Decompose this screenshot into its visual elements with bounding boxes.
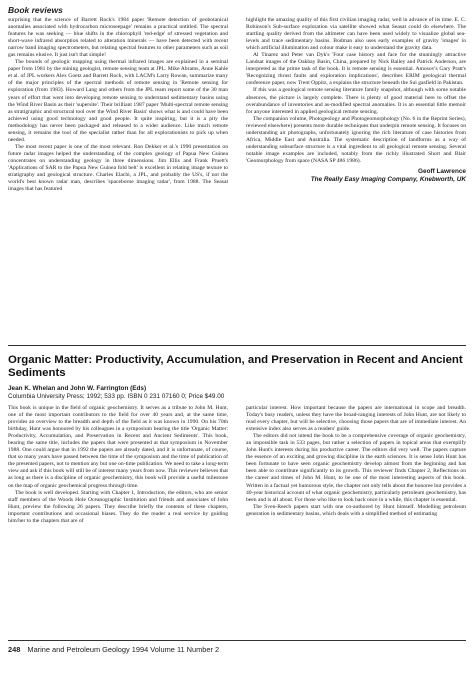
review1-right-column — [246, 17, 466, 184]
reviewer-signature — [246, 168, 466, 184]
review2-left-paragraph: The book is well developed. Starting with Chapter 1, Introduction, the editors, who are senior staff members of the Woods Hole Oceanographic Institution and friends and associates of John Hunt, preview the following 26 papers. They describe briefly the contents of these chapters, important contributions and occasional biases. They do the reader a real service by guiding him/her to the chapters that are of — [8, 489, 228, 524]
review2-right-paragraph: particular interest. How important because the papers are international in scope and breadth. Today's busy readers, unless they have the broad-ranging interests of John Hunt, are not likely to read every chapter, but will be selective, choosing those papers that are of immediate interest. An extensive index also serves as a readers' guide. — [246, 405, 466, 433]
review1-left-paragraph: surprising that the science of Barrett Rock's 1984 paper 'Remote detection of geobotanical anomalies associated with hydrocarbon microseepage' remains a practical untitled. The spectral features he was seeking — blue shifts in the chlorophyll 'red-edge' of stressed vegetation and short-wave infrared absorption related to alteration minerals — have been detected with recent narrow band imaging spectrometers, but relating spectral features to other parameters such as soil gas remains elusive. It just isn't that simple! — [8, 17, 228, 59]
reviewer-affiliation: The Really Easy Imaging Company, Knebworth, UK — [310, 175, 466, 183]
section-divider — [8, 345, 466, 346]
review1-right-paragraph: The companion volume, Photogeology and Photogeomorphology (No. 6 in the Reprint Series), reviewed elsewhere) presents more durable techniques that underpin remote sensing. It focuses on understanding air photographs, unfortunately ignoring the rich literature of case histories from Africa, Middle East and Australia. The systematic description of landforms as a way of understanding subsurface structure is a vital ingredient to all geological remote sensing. Several notable image examples are included, notably from the richly illustrated Short and Blair 'Geomorphology from space (NASA SP 486 1986). — [246, 115, 466, 164]
review1-right-paragraph: Al Tinarez and Peter van Dyk's 'Four case history and face for the stunningly attractive Landsat images of the Oakbay Basin, China, prepared by Nick Bailey and Patrick Anderson, are interpreted as the prime task of the book. It is remote sensing is essential. Amosov's Gary Pratt's 'Recognizing thrust faults and exploration implications', describes ERIM geological thermal conference paper, now Trent Oppitz, a explains the structure beneath the Sui gasfield in Pakistan. — [246, 52, 466, 87]
review-title: Organic Matter: Productivity, Accumulation, and Preservation in Recent and Ancient Sediments — [8, 354, 463, 379]
review1-left-paragraph: The most recent paper is one of the most relevant. Ron Dekker et al.'s 1990 presentation on future radar images helped the understanding of the complex geology of Papua New Guinea concentrates on understanding geology in three dimensions. Jim Ellis and Frank Pruett's 'Applications of SAR to the Papua New Guinea fold belt' is excellent in relating image texture to stratigraphy and geological structure. Charles Elachi, a JPL, and probably the US's, if not the world's best known radar man, describes 'spaceborne imaging radar', from 1988. The Seasat images that has featured — [8, 143, 228, 193]
review2-right-paragraph: The Sven-Reech papers start with one co-authored by Hunt himself. Modelling petroleum generation in sedimentary basins, which deals with a simplified method of estimating — [246, 503, 466, 517]
review2-left-column — [8, 405, 228, 525]
review1-left-column — [8, 17, 228, 193]
section-label: Book reviews — [8, 5, 63, 15]
reviewer-name: Geoff Lawrence — [418, 167, 466, 175]
book-editors: Jean K. Whelan and John W. Farrington (Eds) — [8, 385, 147, 392]
review1-right-paragraph: highlight the amazing quality of this first civilian imaging radar, well in advance of its time. E. C. Robinson's Sub-surface exploration via satellite showed what Seasat could do elsewhere. The startling quality derived from the altimeter can have been used widely to visualize global sea-levels and trace sedimentary basins. Bodman also uses early examples of gravity 'images' in which artificial illumination and colour make it easy to understand the gravity data. — [246, 17, 466, 52]
review2-right-paragraph: The editors did not intend the book to be a comprehensive coverage of organic geochemistry, an impossible task in 533 pages, but rather a selection of papers in topical areas that exemplify John Hunt's interests during his productive career. The editors did very well. The papers capture the essence of an exciting and growing discipline in the earth sciences. It is sense John Hunt has been fortunate to have seen organic geochemistry develop almost from the beginning and has been able to contribute significantly to its growth. This reviewer finds Chapter 2, Reflections on the career and times of John M. Hunt, to be one of the most interesting aspects of this book. Written in a factual yet humorous style, the chapter not only tells about the honoree but provides a 40-year historical account of what organic geochemistry, particularly petroleum geochemistry, has been and is all about. For those who like to look back once in a while, this chapter is essential. — [246, 433, 466, 503]
review1-left-paragraph: The bounds of geologic mapping using thermal infrared images are explained in a seminal paper from 1981 by the mining geologist, remote sensing team at JPL. Mike Abrams, Anne Kahle et al. of JPL workers Alex Goetz and Barrett Rock, with LACM's Larry Rowan, summarize many of the major principles of the spectral methods of remote sensing in 'Remote sensing for exploration (from 1983). Howard Lang and others from the JPL team report some of the 30 man years of effort that went into developing remote sensing to understand sedimentary basins using the Wind River Basin as their 'supersite'. Their brilliant 1987 paper 'Multi-spectral remote sensing as stratigraphic and structural tool over the Wind River Basin' shows what is and could have been achieved using good technology and good people. It quite inspiring, but it is a pity the methodology has never been packaged and released to a wider audience. Like much remote sensing, it remains the tool of the specialist rather than for all explorationists to pick up when needed. — [8, 59, 228, 143]
review2-right-column — [246, 405, 466, 518]
review2-left-paragraph: This book is unique in the field of organic geochemistry. It serves as a tribute to John M. Hunt, one of the most important contributors to the field for over 40 years and, at the same time, provides an overview to the breadth and depth of the field as it was known in 1990. On his 70th birthday, Hunt was honoured by his colleagues in a symposium bearing the title 'Organic Matter: Productivity, Accumulation, and Preservation in Recent and Ancient Sediments'. This book, bearing the same title, includes the papers that were presented at that symposium in November 1988. One could argue that in 1992 the papers are already dated, and it is unfortunate, of course, that so many years have passed between the time of the symposium and the time of publication of the presented papers, not to mention any but one on-time publication. We need to take a long-term view and ask if this book will still be of interest many years from now. This reviewer believes that as long as there is a discipline of organic geochemistry, this book will provide a useful milestone on the map of organic geochemical progress through time. — [8, 405, 228, 489]
publication-details: Columbia University Press; 1992; 533 pp. ISBN 0 231 07160 0; Price $49.00 — [8, 393, 225, 400]
footer-divider — [8, 640, 466, 641]
page-number: 248 — [8, 645, 21, 654]
journal-citation: Marine and Petroleum Geology 1994 Volume 11 Number 2 — [27, 645, 220, 654]
page-footer — [8, 645, 219, 654]
review1-right-paragraph: If this was a geological remote sensing literature family snapshot, although with some notable absences, the picture is largely complete. There is plenty of good material here to offset the overabundance of inventories and as-modified spectral anomalies. It is an essential little memoir for anyone interested in applied geological remote sensing. — [246, 87, 466, 115]
